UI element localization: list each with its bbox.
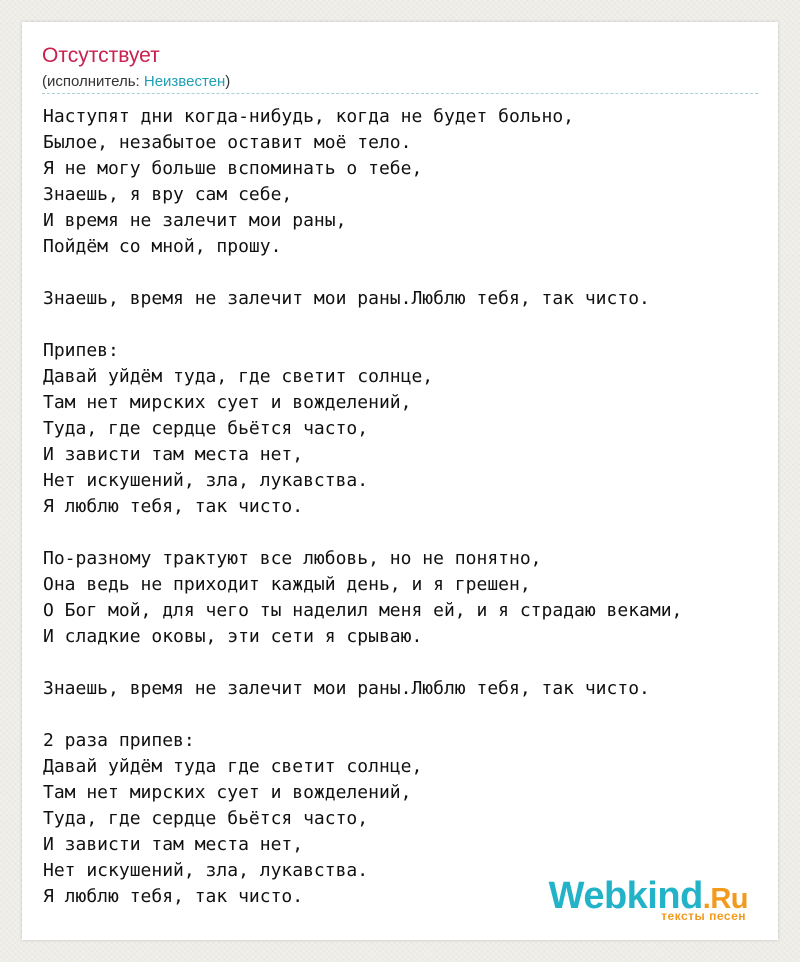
logo-name: Webkind (548, 875, 703, 917)
site-logo[interactable] (548, 875, 748, 923)
title-divider (42, 93, 758, 94)
lyrics-text: Наступят дни когда-нибудь, когда не будет больно, Былое, незабытое оставит моё тело. Я не могу больше вспоминать о тебе, Знаешь, я вру сам себе, И время не залечит мои раны, Пойдём со мной, прошу. Знаешь, время не залечит мои раны.Люблю тебя, так чисто. Припев: Давай уйдём туда, где светит солнце, Там нет мирских сует и вожделений, Туда, где сердце бьётся часто, И зависти там места нет, Нет искушений, зла, лукавства. Я люблю тебя, так чисто. По-разному трактуют все любовь, но не понятно, Она ведь не приходит каждый день, и я грешен, О Бог мой, для чего ты наделил меня ей, и я страдаю веками, И сладкие оковы, эти сети я срываю. Знаешь, время не залечит мои раны.Люблю тебя, так чисто. 2 раза припев: Давай уйдём туда где светит солнце, Там нет мирских сует и вожделений, Туда, где сердце бьётся часто, И зависти там места нет, Нет искушений, зла, лукавства. Я люблю тебя, так чисто. (43, 106, 683, 907)
artist-link[interactable]: Неизвестен (143, 73, 226, 90)
artist-line (42, 73, 230, 91)
artist-prefix: (исполнитель: (42, 73, 144, 90)
artist-suffix: ) (225, 73, 231, 90)
logo-tagline: тексты песен (661, 909, 746, 923)
lyrics-card (22, 22, 778, 940)
logo-tld: .Ru (702, 883, 748, 915)
song-title: Отсутствует (42, 44, 160, 67)
